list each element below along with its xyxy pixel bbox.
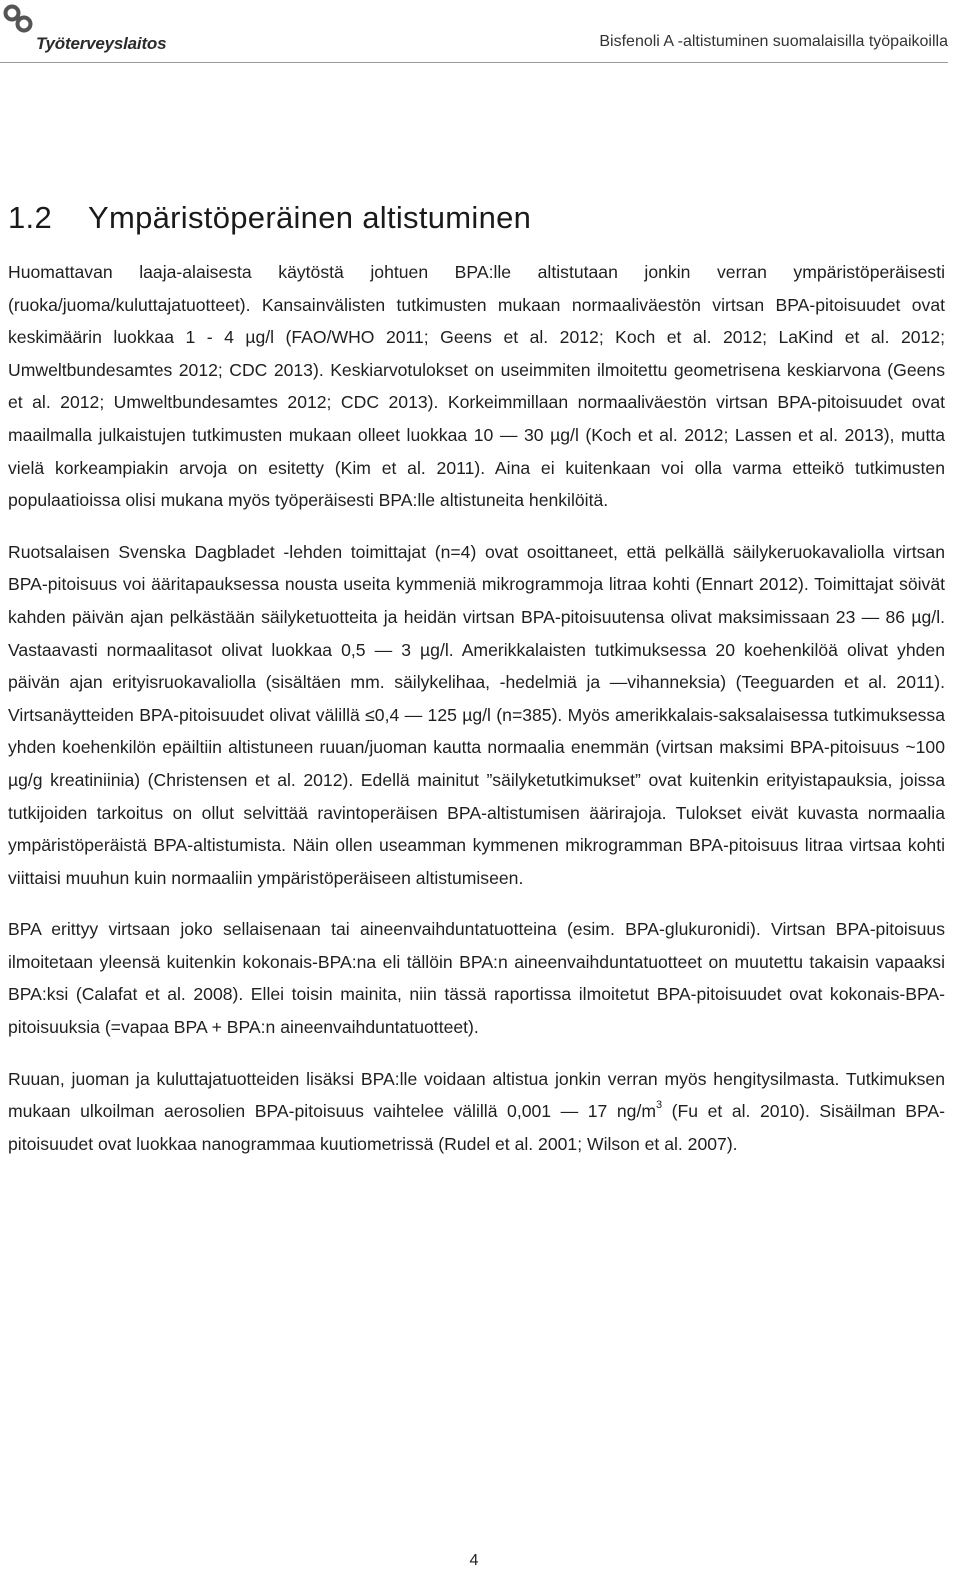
- paragraph-text: Ruuan, juoman ja kuluttajatuotteiden lisäksi BPA:lle voidaan altistua jonkin verran myös hengitysilmasta. Tutkimuksen mukaan ulkoilman aerosolien BPA-pitoisuus vaihtelee välillä 0,001 — 17 ng/m: [8, 1068, 945, 1122]
- logo-text: Työterveyslaitos: [36, 34, 167, 53]
- paragraph: BPA erittyy virtsaan joko sellaisenaan tai aineenvaihduntatuotteina (esim. BPA-glukuronidi). Virtsan BPA-pitoisuus ilmoitetaan yleensä kuitenkin kokonais-BPA:na eli tällöin BPA:n aineenvaihduntatuotteet on muutettu takaisin vapaaksi BPA:ksi (Calafat et al. 2008). Ellei toisin mainita, niin tässä raportissa ilmoitetut BPA-pitoisuudet ovat kokonais-BPA-pitoisuuksia (=vapaa BPA + BPA:n aineenvaihduntatuotteet).: [8, 919, 945, 1038]
- header-divider: [0, 62, 948, 63]
- body-text: [8, 256, 945, 1179]
- paragraph: [8, 1063, 945, 1161]
- section-title: Ympäristöperäinen altistuminen: [88, 200, 532, 235]
- paragraph: Huomattavan laaja-alaisesta käytöstä johtuen BPA:lle altistutaan jonkin verran ympäristöperäisesti (ruoka/juoma/kuluttajatuotteet). Kansainvälisten tutkimusten mukaan normaaliväestön virtsan BPA-pitoisuudet ovat keskimäärin luokkaa 1 - 4 µg/l (FAO/WHO 2011; Geens et al. 2012; Koch et al. 2012; LaKind et al. 2012; Umweltbundesamtes 2012; CDC 2013). Keskiarvotulokset on useimmiten ilmoitettu geometrisena keskiarvona (Geens et al. 2012; Umweltbundesamtes 2012; CDC 2013). Korkeimmillaan normaaliväestön virtsan BPA-pitoisuudet ovat maailmalla julkaistujen tutkimusten mukaan olleet luokkaa 10 — 30 µg/l (Koch et al. 2012; Lassen et al. 2013), mutta vielä korkeampiakin arvoja on esitetty (Kim et al. 2011). Aina ei kuitenkaan voi olla varma etteikö tutkimusten populaatioissa olisi mukana myös työperäisesti BPA:lle altistuneita henkilöitä.: [8, 262, 945, 511]
- paragraph-text: (Fu et al. 2010). Sisäilman BPA-pitoisuudet ovat luokkaa nanogrammaa kuutiometrissä (Rudel et al. 2001; Wilson et al. 2007).: [8, 1101, 945, 1154]
- paragraph: Ruotsalaisen Svenska Dagbladet -lehden toimittajat (n=4) ovat osoittaneet, että pelkällä säilykeruokavaliolla virtsan BPA-pitoisuus voi ääritapauksessa nousta useita kymmeniä mikrogrammoja litraa kohti (Ennart 2012). Toimittajat söivät kahden päivän ajan pelkästään säilyketuotteita ja heidän virtsan BPA-pitoisuutensa olivat maksimissaan 23 — 86 µg/l. Vastaavasti normaalitasot olivat luokkaa 0,5 — 3 µg/l. Amerikkalaisten tutkimuksessa 20 koehenkilöä olivat yhden päivän ajan erityisruokavaliolla (sisältäen mm. säilykelihaa, -hedelmiä ja —vihanneksia) (Teeguarden et al. 2011). Virtsanäytteiden BPA-pitoisuudet olivat välillä ≤0,4 — 125 µg/l (n=385). Myös amerikkalais-saksalaisessa tutkimuksessa yhden koehenkilön epäiltiin altistuneen ruuan/juoman kautta normaalia enemmän (virtsan maksimi BPA-pitoisuus ~100 µg/g kreatiniinia) (Christensen et al. 2012). Edellä mainitut ”säilyketutkimukset” ovat kuitenkin erityistapauksia, joissa tutkijoiden tarkoitus on ollut selvittää ravintoperäisen BPA-altistumisen äärirajoja. Tulokset eivät kuvasta normaalia ympäristöperäistä BPA-altistumista. Näin ollen useamman kymmenen mikrogramman BPA-pitoisuus litraa virtsaa kohti viittaisi muuhun kuin normaaliin ympäristöperäiseen altistumiseen.: [8, 541, 945, 888]
- page-number: 4: [469, 1552, 479, 1569]
- logo-mark-icon: [3, 4, 33, 34]
- section-heading: [8, 200, 531, 236]
- logo: [3, 4, 173, 62]
- page-header: [0, 0, 960, 64]
- running-title: Bisfenoli A -altistuminen suomalaisilla työpaikoilla: [599, 33, 948, 50]
- section-number: 1.2: [8, 200, 52, 235]
- superscript: 3: [656, 1099, 663, 1112]
